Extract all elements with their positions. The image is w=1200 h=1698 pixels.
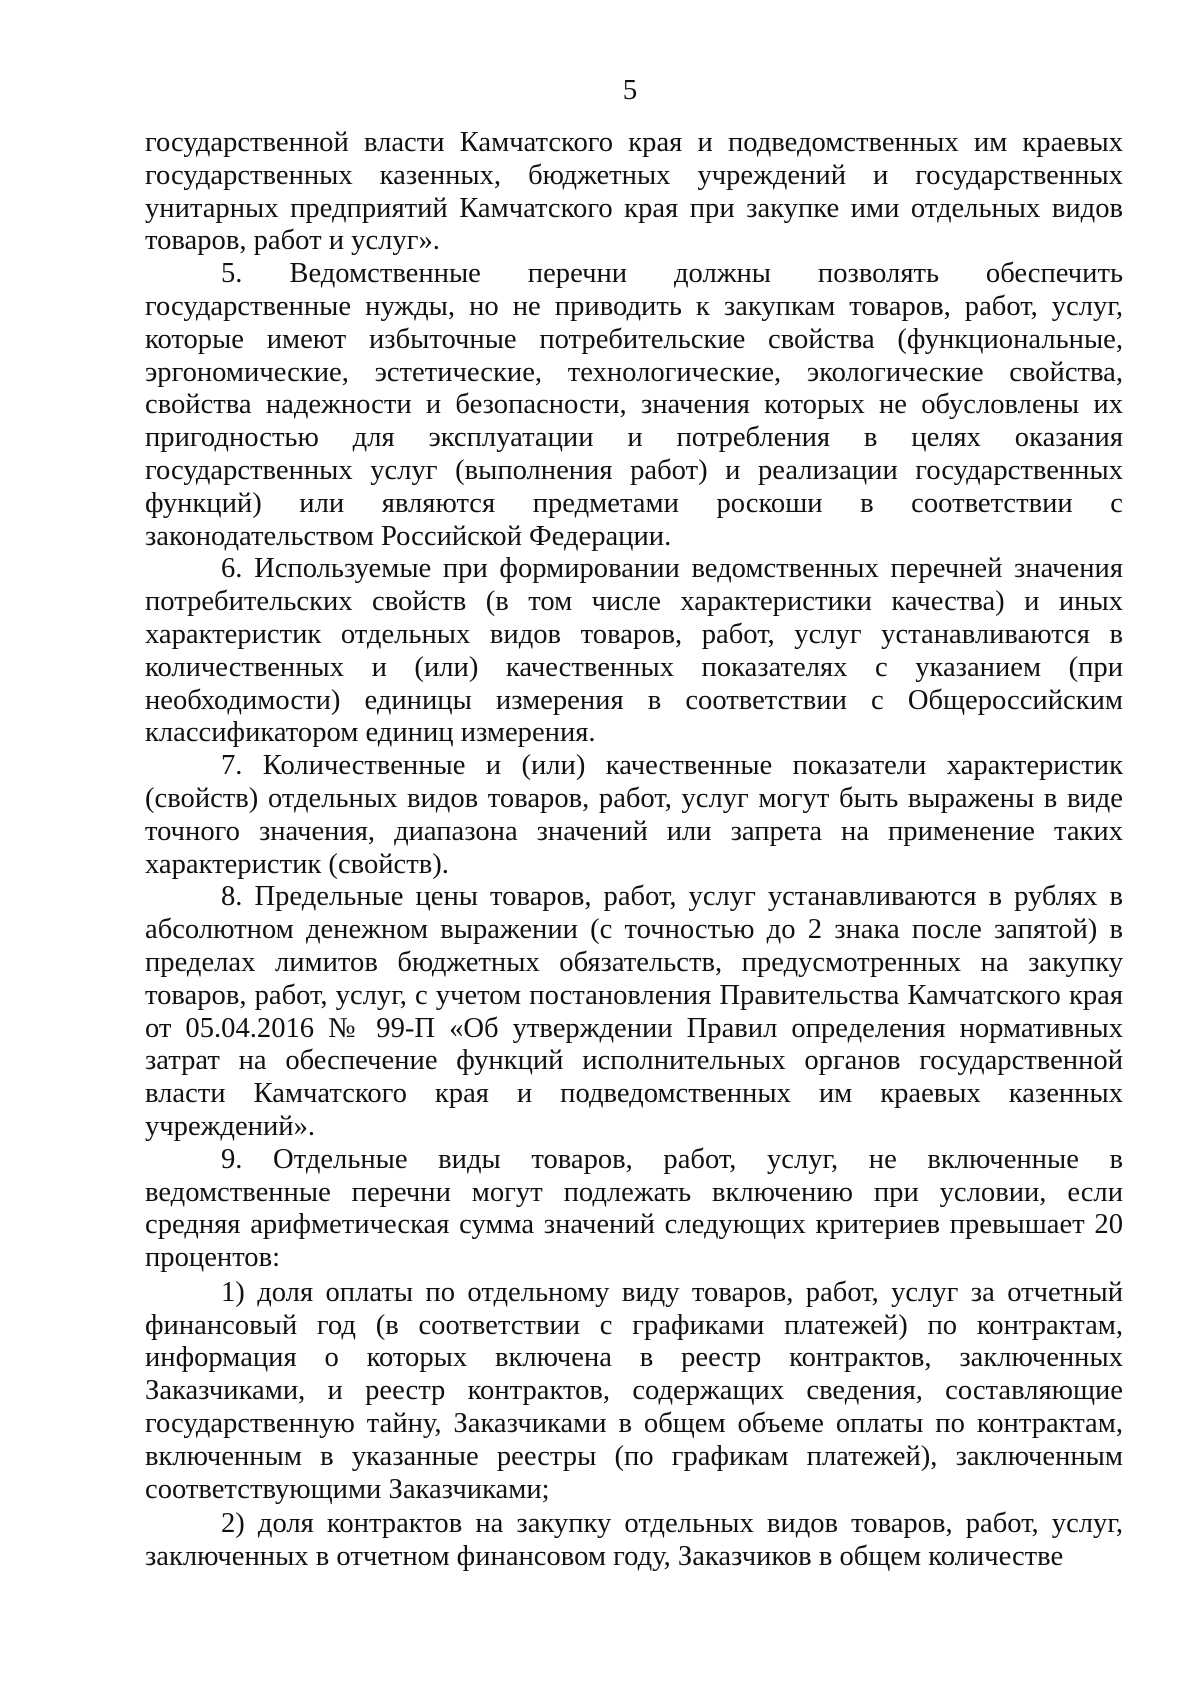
document-body: [145, 127, 1123, 1574]
paragraph-item-6: 6. Используемые при формировании ведомственных перечней значения потребительских свойств (в том числе характеристики качества) и иных характеристик отдельных видов товаров, работ, услуг устанавливаются в количественных и (или) качественных показателях с указанием (при необходимости) единицы измерения в соответствии с Общероссийским классификатором единиц измерения.: [145, 553, 1123, 749]
paragraph-item-9: 9. Отдельные виды товаров, работ, услуг, не включенные в ведомственные перечни могут подлежать включению при условии, если средняя арифметическая сумма значений следующих критериев превышает 20 процентов:: [145, 1143, 1123, 1274]
paragraph-item-5: 5. Ведомственные перечни должны позволять обеспечить государственные нужды, но не приводить к закупкам товаров, работ, услуг, которые имеют избыточные потребительские свойства (функциональные, эргономические, эстетические, технологические, экологические свойства, свойства надежности и безопасности, значения которых не обусловлены их пригодностью для эксплуатации и потребления в целях оказания государственных услуг (выполнения работ) и реализации государственных функций) или являются предметами роскоши в соответствии с законодательством Российской Федерации.: [145, 258, 1123, 552]
page-number: 5: [622, 74, 638, 106]
paragraph-subitem-1: 1) доля оплаты по отдельному виду товаров, работ, услуг за отчетный финансовый год (в соответствии с графиками платежей) по контрактам, информация о которых включена в реестр контрактов, заключенных Заказчиками, и реестр контрактов, содержащих сведения, составляющие государственную тайну, Заказчиками в общем объеме оплаты по контрактам, включенным в указанные реестры (по графикам платежей), заключенным соответствующими Заказчиками;: [145, 1276, 1123, 1505]
paragraph-continuation: государственной власти Камчатского края и подведомственных им краевых государственных казенных, бюджетных учреждений и государственных унитарных предприятий Камчатского края при закупке ими отдельных видов товаров, работ и услуг».: [145, 127, 1123, 257]
paragraph-item-8: 8. Предельные цены товаров, работ, услуг устанавливаются в рублях в абсолютном денежном выражении (с точностью до 2 знака после запятой) в пределах лимитов бюджетных обязательств, предусмотренных на закупку товаров, работ, услуг, с учетом постановления Правительства Камчатского края от 05.04.2016 № 99-П «Об утверждении Правил определения нормативных затрат на обеспечение функций исполнительных органов государственной власти Камчатского края и подведомственных им краевых казенных учреждений».: [145, 881, 1123, 1142]
paragraph-item-7: 7. Количественные и (или) качественные показатели характеристик (свойств) отдельных видов товаров, работ, услуг могут быть выражены в виде точного значения, диапазона значений или запрета на применение таких характеристик (свойств).: [145, 750, 1123, 880]
paragraph-subitem-2: 2) доля контрактов на закупку отдельных видов товаров, работ, услуг, заключенных в отчетном финансовом году, Заказчиков в общем количестве: [145, 1508, 1123, 1573]
